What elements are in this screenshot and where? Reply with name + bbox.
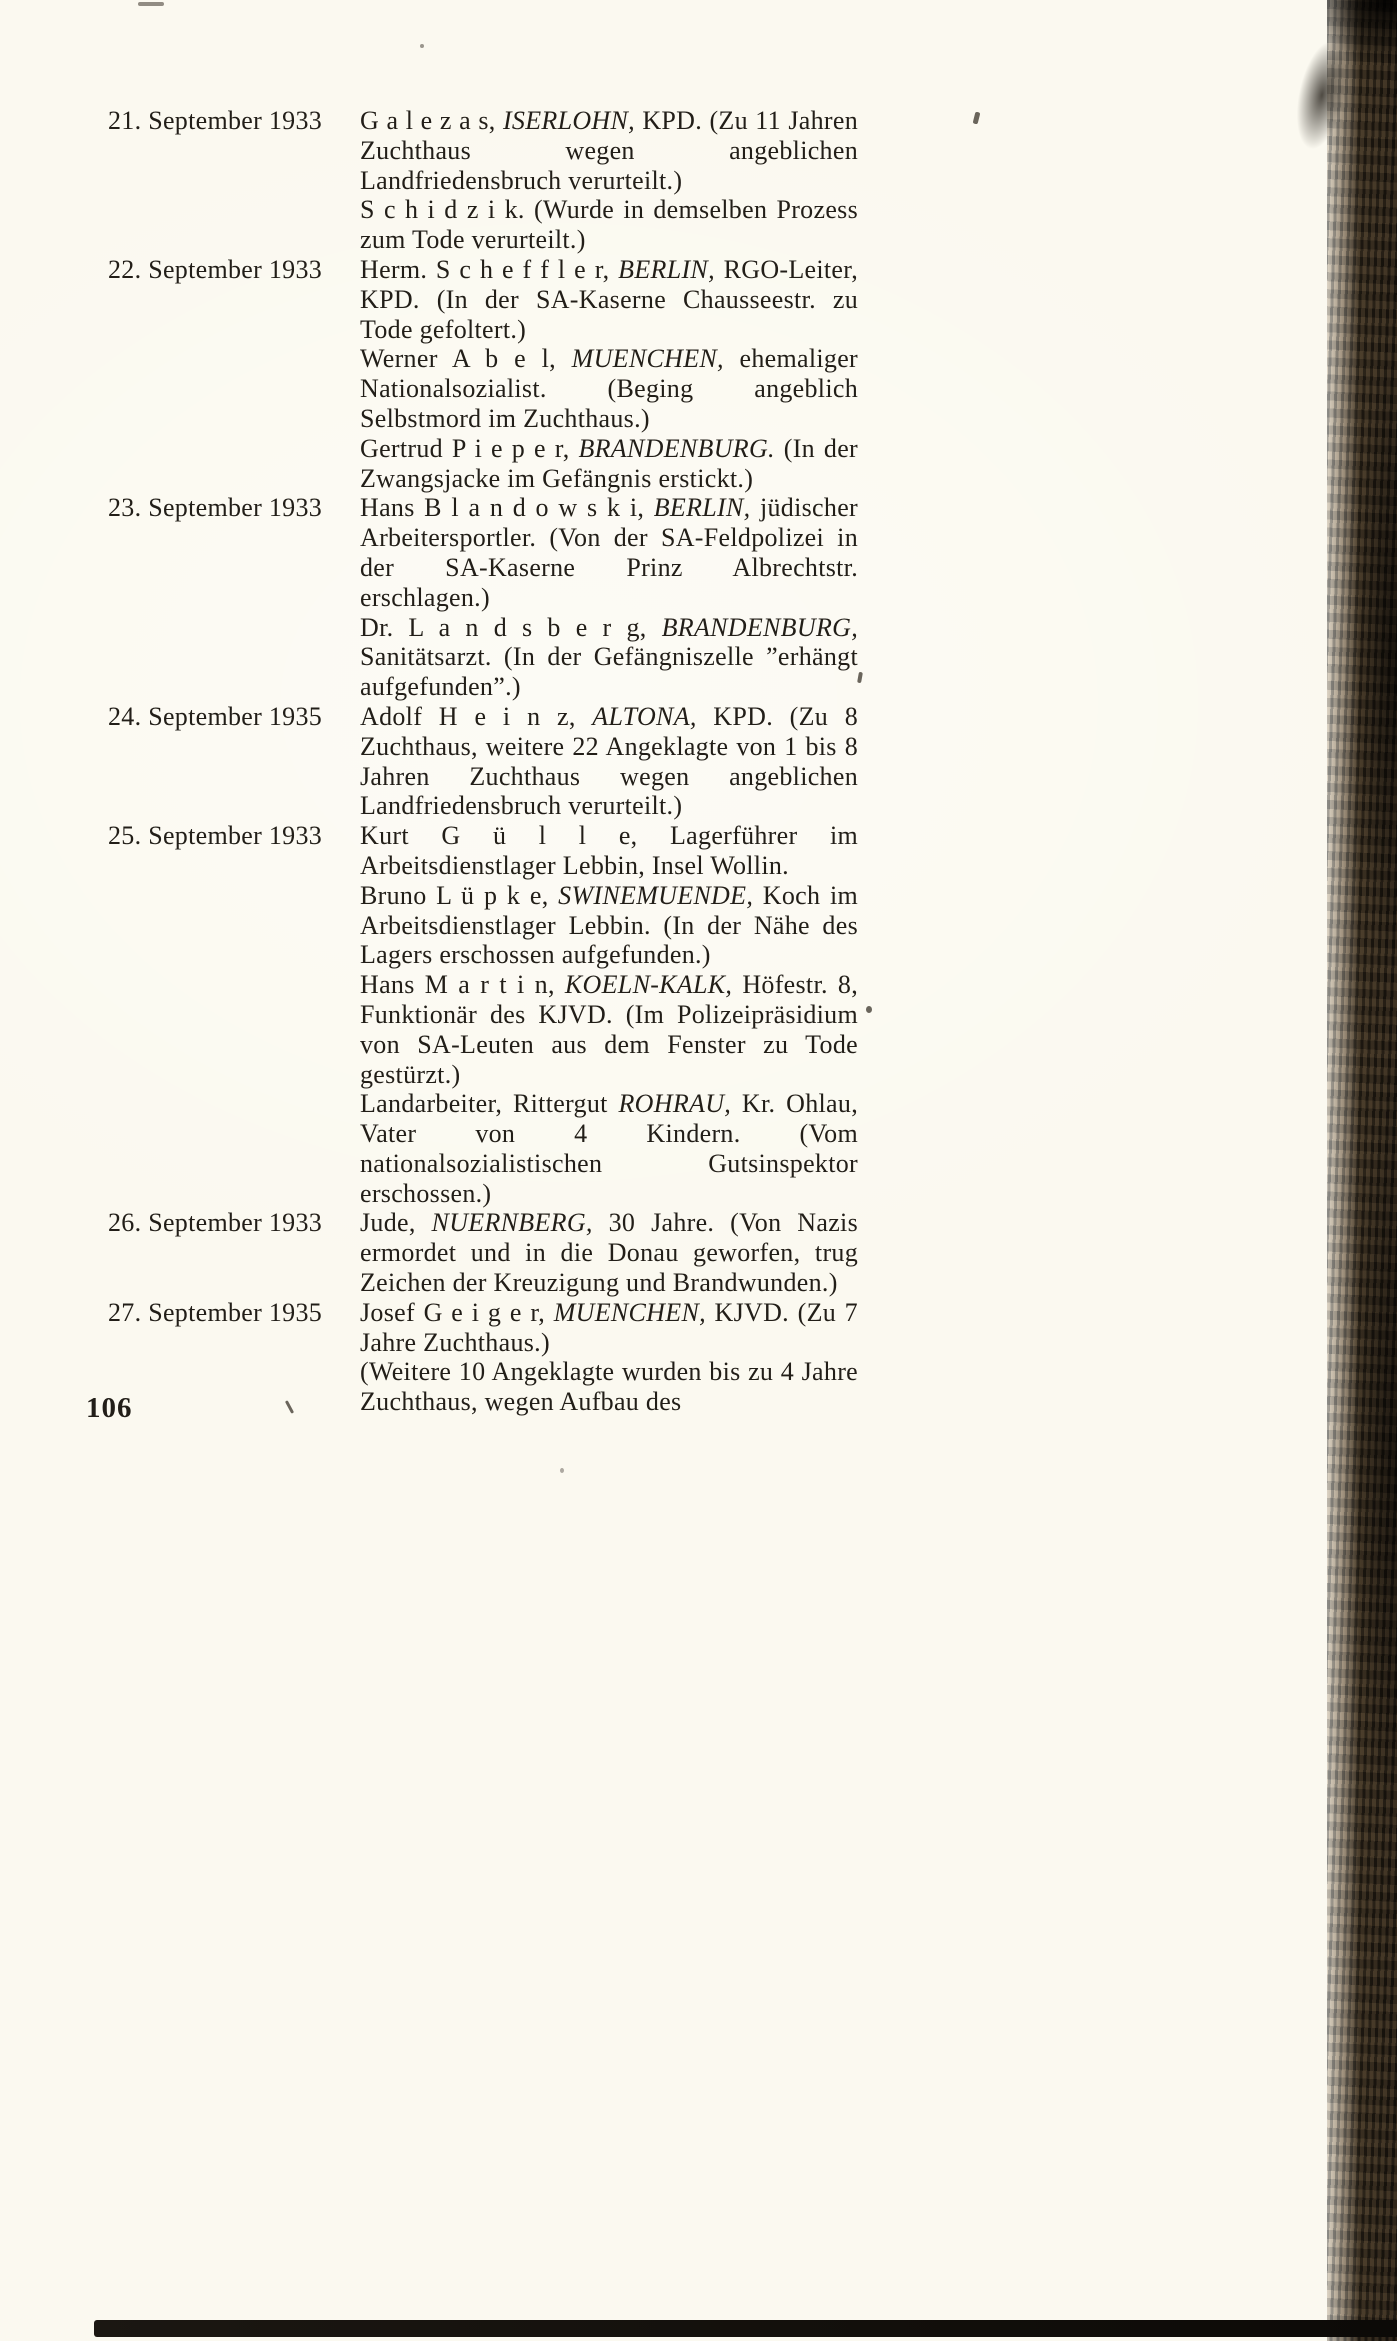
entry-date: 23. September 1933 [108,493,323,523]
entry-text: Höfestr. 8, Funktionär des KJVD. (Im Polizeipräsidium von SA-Leuten aus dem Fenster zu Tode gestürzt.) [360,970,858,1089]
entry-text: ehemaliger Nationalsozialist. (Beging angeblich Selbstmord im Zuchthaus.) [360,344,858,433]
entry-text: Hans M a r t i n, [360,970,565,1000]
entry-text: (Weitere 10 Angeklagte wurden bis zu 4 Jahre Zuchthaus, wegen Aufbau des [360,1357,858,1417]
entry-text: Kurt G ü l l e, Lagerführer im Arbeitsdienstlager Lebbin, Insel Wollin. [360,821,858,880]
entry-paragraph [360,434,858,494]
scan-speck [420,44,424,48]
entry-paragraphs [360,702,858,821]
entry-paragraphs [360,821,858,1208]
entry-text: G a l e z a s, [360,106,503,135]
place-name: MUENCHEN, [571,344,724,374]
scan-speck [973,112,981,125]
place-name: SWINEMUENDE, [558,880,754,910]
entry-text: Kr. Ohlau, Vater von 4 Kindern. (Vom nationalsozialistischen Gutsinspektor erschossen.) [360,1089,858,1208]
entry-text: Werner A b e l, [360,344,572,374]
scan-black-bar [94,2320,1397,2337]
place-name: ISERLOHN, [502,106,635,135]
entry-text: Dr. L a n d s b e r g, [360,612,662,642]
entry-text: KPD. (Zu 8 Zuchthaus, weitere 22 Angeklagte von 1 bis 8 Jahren Zuchthaus wegen angeblichen Landfriedensbruch verurteilt.) [360,701,858,821]
entry-date: 27. September 1935 [108,1297,323,1327]
entry-paragraph [360,106,858,195]
entry-group [108,1208,858,1297]
entry-text: Hans B l a n d o w s k i, [360,493,654,523]
entry-paragraph [360,881,858,970]
entry-text: RGO-Leiter, KPD. (In der SA-Kaserne Chausseestr. zu Tode gefoltert.) [360,254,858,344]
entry-text: Herm. S c h e f f l e r, [360,254,619,284]
entry-text: (In der Zwangsjacke im Gefängnis erstickt.) [360,433,859,493]
scan-speck [560,1468,564,1473]
entry-list [108,106,858,1417]
entry-paragraphs [360,1298,858,1417]
entry-paragraph [360,493,858,612]
entry-group [108,106,858,255]
entry-paragraph [360,1208,858,1297]
entry-paragraph [360,1298,858,1358]
entry-group [108,493,858,702]
entry-group [108,255,858,493]
place-name: BERLIN, [618,254,715,284]
entry-paragraphs [360,1208,858,1297]
entry-group [108,821,858,1208]
entry-paragraph [360,195,858,255]
entry-paragraph [360,344,858,433]
entry-text: jüdischer Arbeitersportler. (Von der SA-Feldpolizei in der SA-Kaserne Prinz Albrechtstr. erschlagen.) [360,493,858,612]
entry-paragraphs [360,493,858,702]
entry-text: Koch im Arbeitsdienstlager Lebbin. (In der Nähe des Lagers erschossen aufgefunden.) [360,880,858,970]
scan-speck [857,672,863,684]
entry-date: 21. September 1933 [108,106,323,135]
page-number: 106 [86,1392,133,1424]
entry-text: Gertrud P i e p e r, [360,433,579,463]
scan-speck [138,2,164,6]
entry-paragraph [360,255,858,344]
place-name: ALTONA, [592,701,697,731]
book-binding-edge [1327,0,1397,2341]
entry-paragraph [360,821,858,881]
place-name: BRANDENBURG, [661,612,858,642]
entry-text: KPD. (Zu 11 Jahren Zuchthaus wegen angeblichen Landfriedensbruch verurteilt.) [360,106,858,195]
entry-date: 26. September 1933 [108,1208,323,1238]
entry-text: Landarbeiter, Rittergut [360,1089,619,1119]
entry-group [108,702,858,821]
entry-paragraph [360,702,858,821]
entry-date: 25. September 1933 [108,821,323,851]
entry-paragraph [360,1357,858,1417]
entry-text: Jude, [360,1208,432,1238]
entry-text: 30 Jahre. (Von Nazis ermordet und in die Donau geworfen, trug Zeichen der Kreuzigung und Brandwunden.) [360,1208,858,1298]
place-name: BRANDENBURG. [578,433,775,463]
entry-text: KJVD. (Zu 7 Jahre Zuchthaus.) [360,1297,858,1357]
entry-text: Sanitätsarzt. (In der Gefängniszelle ”erhängt aufgefunden”.) [360,642,858,702]
entry-text: Adolf H e i n z, [360,701,593,731]
entry-paragraph [360,1089,858,1208]
entry-paragraphs [360,106,858,255]
place-name: MUENCHEN, [553,1297,706,1327]
entry-paragraph [360,970,858,1089]
place-name: NUERNBERG, [431,1208,593,1238]
place-name: KOELN-KALK, [564,970,733,1000]
place-name: BERLIN, [653,493,751,523]
scan-speck [866,1006,872,1013]
entry-text: Bruno L ü p k e, [360,880,559,910]
entry-paragraphs [360,255,858,493]
entry-date: 22. September 1933 [108,254,323,284]
entry-group [108,1298,858,1417]
entry-paragraph [360,613,858,702]
place-name: ROHRAU, [618,1089,732,1119]
entry-date: 24. September 1935 [108,701,323,731]
entry-text: Josef G e i g e r, [360,1297,554,1327]
entry-text: S c h i d z i k. (Wurde in demselben Prozess zum Tode verurteilt.) [360,195,858,255]
